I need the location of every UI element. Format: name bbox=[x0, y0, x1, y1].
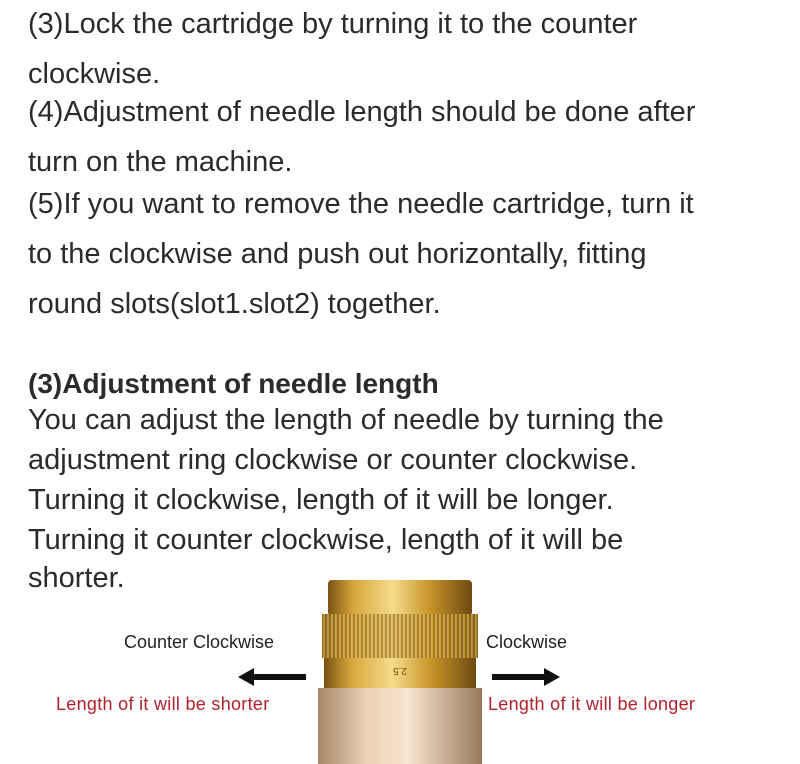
step-5-line-3: round slots(slot1.slot2) together. bbox=[28, 288, 441, 320]
section-line-4: Turning it counter clockwise, length of it will be bbox=[28, 524, 624, 556]
counter-clockwise-label: Counter Clockwise bbox=[124, 632, 275, 652]
ring-marking: 2.5 bbox=[393, 665, 407, 676]
step-3-line-2: clockwise. bbox=[28, 58, 161, 90]
right-arrow-icon bbox=[492, 674, 546, 680]
longer-result-label: Length of it will be longer bbox=[488, 694, 696, 714]
step-4-line-2: turn on the machine. bbox=[28, 146, 293, 178]
section-line-5: shorter. bbox=[28, 562, 125, 594]
tattoo-machine-image bbox=[318, 580, 482, 764]
step-5-line-1: (5)If you want to remove the needle cartridge, turn it bbox=[28, 188, 694, 220]
section-line-3: Turning it clockwise, length of it will be longer. bbox=[28, 484, 614, 516]
clockwise-label: Clockwise bbox=[486, 632, 568, 652]
step-3-line-1: (3)Lock the cartridge by turning it to the counter bbox=[28, 8, 638, 40]
section-heading: (3)Adjustment of needle length bbox=[28, 368, 439, 399]
left-arrow-icon bbox=[252, 674, 306, 680]
section-line-1: You can adjust the length of needle by turning the bbox=[28, 404, 664, 436]
step-5-line-2: to the clockwise and push out horizontally, fitting bbox=[28, 238, 647, 270]
shorter-result-label: Length of it will be shorter bbox=[56, 694, 270, 714]
step-4-line-1: (4)Adjustment of needle length should be done after bbox=[28, 96, 696, 128]
section-line-2: adjustment ring clockwise or counter clockwise. bbox=[28, 444, 638, 476]
